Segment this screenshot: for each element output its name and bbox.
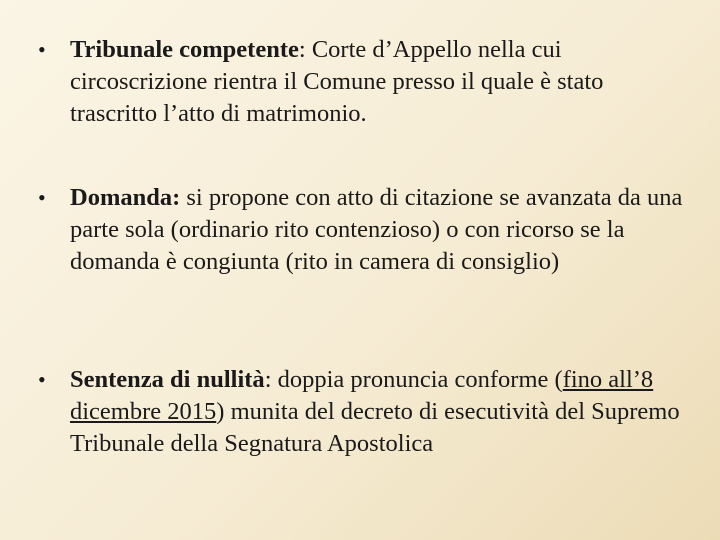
bullet-domanda	[38, 182, 688, 278]
bullet-separator: :	[298, 36, 312, 63]
bullet-icon: •	[38, 367, 46, 392]
bullet-text	[70, 182, 688, 278]
bullet-term: Domanda:	[70, 184, 181, 211]
bullet-term: Sentenza di nullità	[70, 366, 265, 393]
bullet-text	[70, 364, 688, 460]
bullet-icon: •	[38, 185, 46, 210]
bullet-text	[70, 34, 688, 130]
bullet-tribunale-competente	[38, 34, 688, 130]
bullet-body-after: ) munita del decreto di esecutività del Supremo Tribunale della Segnatura Apostolica	[70, 398, 680, 457]
bullet-body: Corte d’Appello nella cui circoscrizione rientra il Comune presso il quale è stato trascritto l’atto di matrimonio.	[70, 36, 604, 127]
bullet-sentenza-di-nullita	[38, 364, 688, 460]
bullet-separator: :	[264, 366, 278, 393]
bullet-body: si propone con atto di citazione se avanzata da una parte sola (ordinario rito contenzioso) o con ricorso se la domanda è congiunta (rito in camera di consiglio)	[70, 184, 683, 275]
bullet-body-underlined: fino all’8 dicembre 2015	[70, 366, 654, 425]
bullet-icon: •	[38, 37, 46, 62]
bullet-body-before: doppia pronuncia conforme (	[277, 366, 563, 393]
bullet-term: Tribunale competente	[70, 36, 299, 63]
